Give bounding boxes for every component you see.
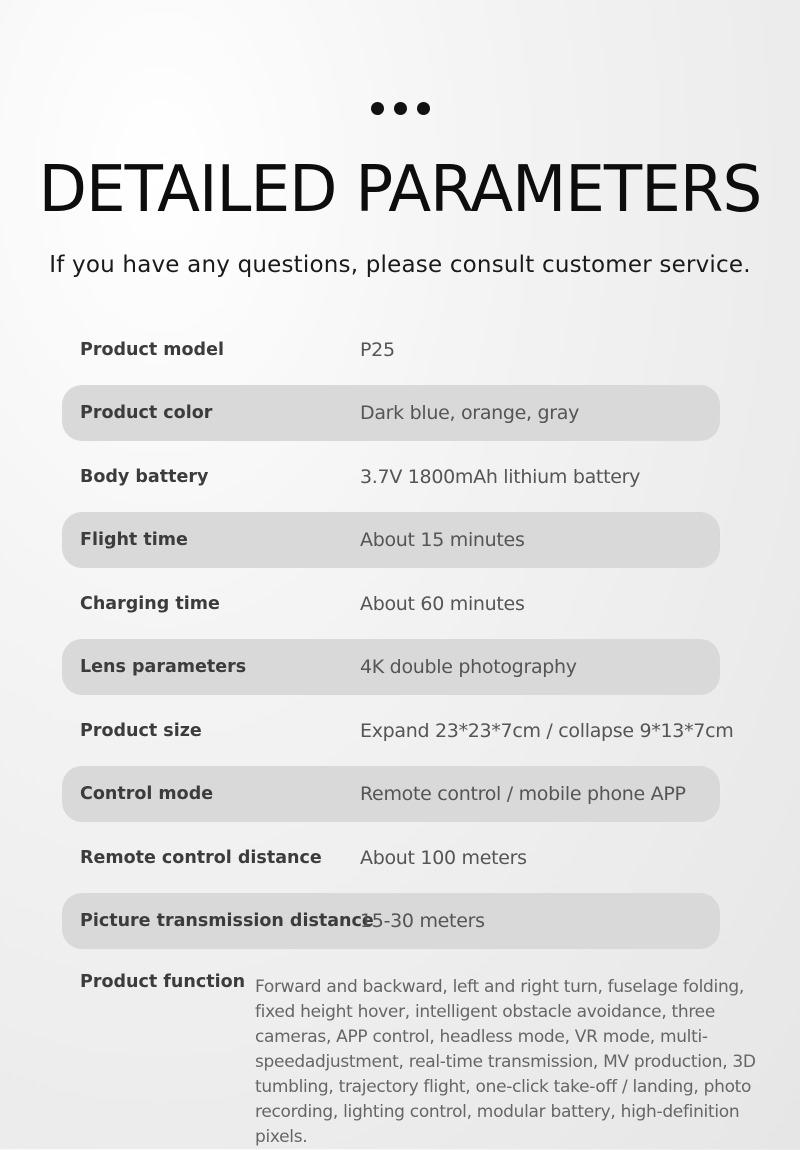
spec-value: Remote control / mobile phone APP (360, 783, 686, 805)
spec-label: Product size (80, 721, 202, 741)
spec-label: Control mode (80, 784, 214, 804)
spec-value: About 15 minutes (360, 529, 525, 551)
spec-row-flight-time (62, 512, 720, 568)
spec-value: 4K double photography (360, 656, 577, 678)
spec-value: Expand 23*23*7cm / collapse 9*13*7cm (360, 720, 734, 742)
spec-row-picture-transmission-distance (62, 893, 720, 949)
spec-row-product-size (62, 703, 734, 759)
decorative-dots (0, 100, 800, 116)
spec-row-body-battery (62, 449, 720, 505)
product-function-value: Forward and backward, left and right turn, fuselage folding, fixed height hover, intelligent obstacle avoidance, three cameras, APP control, headless mode, VR mode, multi-speedadjustment, real-time transmission, MV production, 3D tumbling, trajectory flight, one-click take-off / landing, photo recording, lighting control, modular battery, high-definition pixels. (255, 977, 756, 1147)
spec-row-control-mode (62, 766, 720, 822)
product-function-label: Product function (80, 972, 246, 992)
spec-value: 15-30 meters (360, 910, 485, 932)
page-title: DETAILED PARAMETERS (38, 153, 762, 227)
spec-value: 3.7V 1800mAh lithium battery (360, 466, 641, 488)
spec-value: Dark blue, orange, gray (360, 402, 580, 424)
spec-label: Picture transmission distance (80, 911, 374, 931)
spec-row-product-model (62, 322, 720, 378)
spec-label: Flight time (80, 530, 188, 550)
spec-value: P25 (360, 339, 395, 361)
page-subtitle: If you have any questions, please consult customer service. (49, 252, 751, 278)
spec-value: About 60 minutes (360, 593, 525, 615)
spec-row-remote-control-distance (62, 830, 720, 886)
dot-icon (394, 102, 407, 115)
spec-row-product-color (62, 385, 720, 441)
spec-row-lens-parameters (62, 639, 720, 695)
spec-label: Lens parameters (80, 657, 247, 677)
spec-label: Body battery (80, 467, 209, 487)
spec-label: Charging time (80, 594, 220, 614)
spec-row-charging-time (62, 576, 720, 632)
spec-value: About 100 meters (360, 847, 527, 869)
dot-icon (371, 102, 384, 115)
spec-label: Product color (80, 403, 213, 423)
dot-icon (417, 102, 430, 115)
spec-label: Product model (80, 340, 224, 360)
spec-label: Remote control distance (80, 848, 322, 868)
